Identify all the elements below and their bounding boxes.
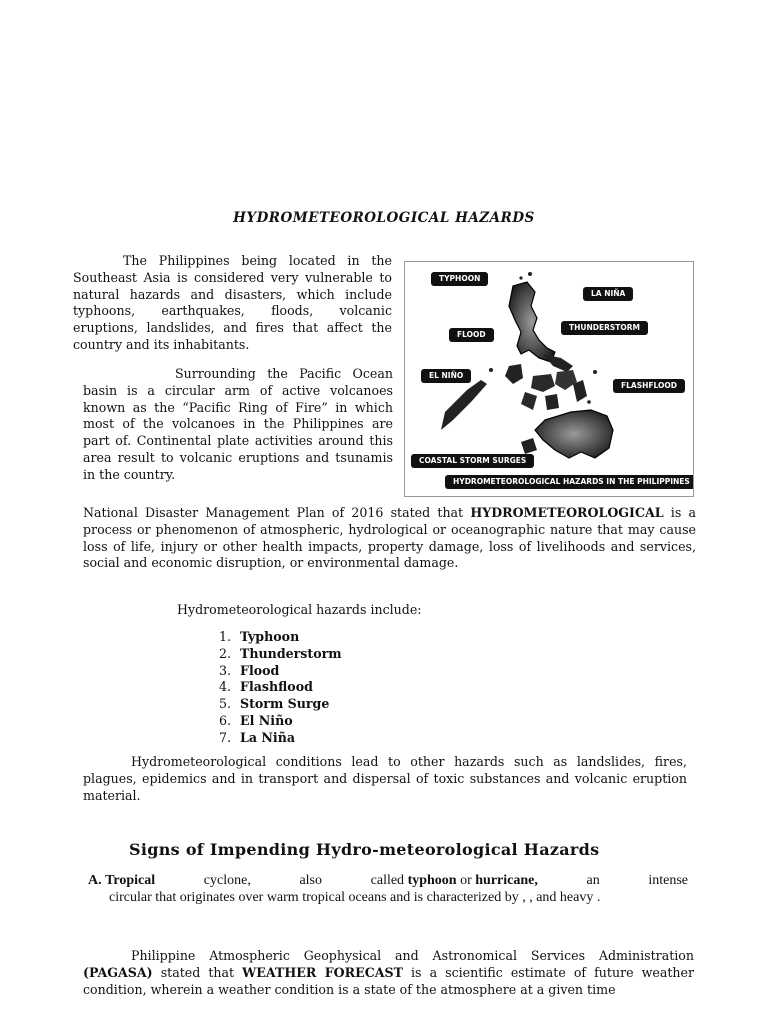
figure-caption: HYDROMETEOROLOGICAL HAZARDS IN THE PHILIPPINES	[445, 475, 694, 489]
philippines-hazard-map	[404, 261, 694, 497]
paragraph-related-hazards: Hydrometeorological conditions lead to other hazards such as landslides, fires, plagues, epidemics and in transport and dispersal of toxic substances and volcanic eruption material.	[83, 754, 687, 803]
pagasa-abbr: (PAGASA)	[83, 964, 153, 980]
tag-flashflood: FLASHFLOOD	[613, 379, 685, 393]
list-item: 2. Thunderstorm	[219, 645, 342, 661]
section-heading: Signs of Impending Hydro-meteorological Hazards	[129, 840, 600, 859]
item-a-tropical-cyclone: A. Tropical cyclone, also called typhoon or hurricane, an intense circular that originates over warm tropical oceans and is characterized by , , and heavy .	[88, 873, 688, 905]
page-title: HYDROMETEOROLOGICAL HAZARDS	[233, 210, 535, 226]
tag-la-nina: LA NIÑA	[583, 287, 633, 301]
list-item: 3. Flood	[219, 662, 280, 678]
definition-body: is a process or phenomenon of atmospheric, hydrological or oceanographic nature that may cause loss of life, injury or other health impacts, property damage, loss of livelihoods and services, social and economic disruption, or environmental damage.	[83, 505, 696, 571]
tag-thunderstorm: THUNDERSTORM	[561, 321, 648, 335]
list-item: 1. Typhoon	[219, 629, 300, 644]
paragraph-definition	[83, 505, 696, 572]
tag-typhoon: TYPHOON	[431, 272, 488, 286]
hazard-list	[219, 629, 342, 747]
list-item: 5. Storm Surge	[219, 696, 330, 712]
paragraph-ring-of-fire: Surrounding the Pacific Ocean basin is a circular arm of active volcanoes known as the “Pacific Ring of Fire” in which most of the volcanoes in the Philippines are part of. Continental plate activities around this area result to volcanic eruptions and tsunamis in the country.	[83, 366, 393, 482]
weather-forecast-term: WEATHER FORECAST	[242, 964, 403, 980]
tag-flood: FLOOD	[449, 328, 494, 342]
definition-lead: National Disaster Management Plan of 2016 stated that	[83, 505, 471, 520]
list-item: 6. El Niño	[219, 712, 293, 728]
paragraph-pagasa: Philippine Atmospheric Geophysical and Astronomical Services Administration (PAGASA) stated that WEATHER FORECAST is a scientific estimate of future weather condition, wherein a weather condition is a state of the atmosphere at a given time	[83, 948, 694, 997]
tag-el-nino: EL NIÑO	[421, 369, 471, 383]
list-item: 4. Flashflood	[219, 679, 313, 695]
list-item: 7. La Niña	[219, 729, 296, 745]
tag-coastal-storm-surges: COASTAL STORM SURGES	[411, 454, 534, 468]
definition-term: HYDROMETEOROLOGICAL	[470, 505, 664, 520]
hazard-list-intro: Hydrometeorological hazards include:	[177, 602, 422, 617]
paragraph-vulnerability: The Philippines being located in the Southeast Asia is considered very vulnerable to natural hazards and disasters, which include typhoons, earthquakes, floods, volcanic eruptions, landslides, and fires that affect the country and its inhabitants.	[73, 253, 392, 352]
